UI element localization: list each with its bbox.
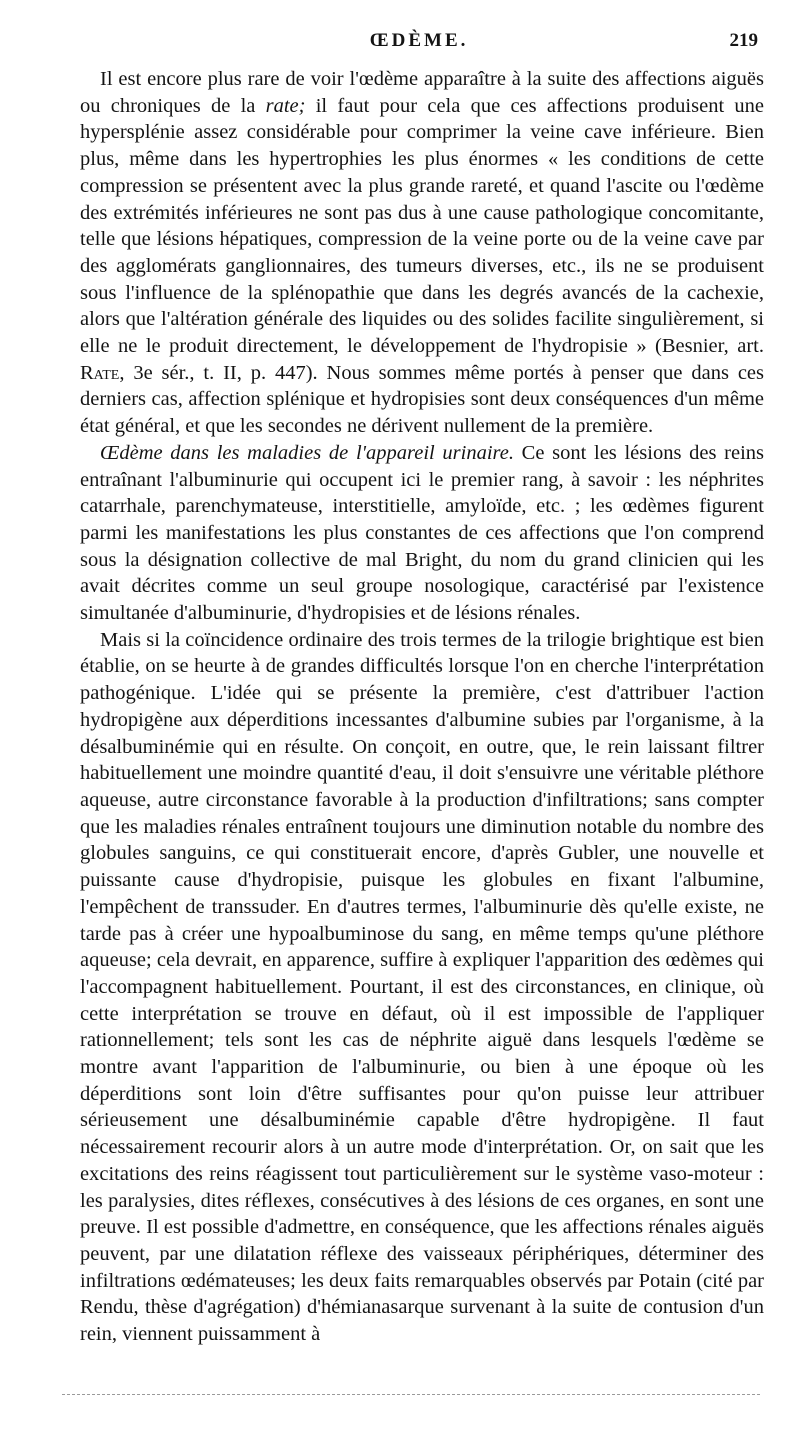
section-heading: Œdème dans les maladies de l'appareil urinaire. <box>100 441 514 464</box>
footer-dashed-rule <box>62 1394 760 1395</box>
running-title: ŒDÈME. <box>369 30 469 51</box>
paragraph-text: Mais si la coïncidence ordinaire des trois termes de la trilogie brightique est bien établie, on se heurte à de grandes difficultés lorsque l'on en cherche l'interprétation pathogénique. L'idée qui se présente la première, c'est d'attribuer l'action hydropigène aux déperditions incessantes d'albumine subies par l'organisme, à la désalbuminémie qui en résulte. On conçoit, en outre, que, le rein laissant filtrer habituellement une moindre quantité d'eau, il doit s'ensuivre une véritable pléthore aqueuse, autre circonstance favorable à la production d'infiltrations; sans compter que les maladies rénales entraînent toujours une diminution notable du nombre des globules sanguins, ce qui constituerait encore, d'après Gubler, une nouvelle et puissante cause d'hydropisie, puisque les globules en fixant l'albumine, l'empêchent de transsuder. En d'autres termes, l'albuminurie dès qu'elle existe, ne tarde pas à créer une hypoalbuminose du sang, en même temps qu'une pléthore aqueuse; cela devrait, en apparence, suffire à expliquer l'apparition des œdèmes qui l'accompagnent habituellement. Pourtant, il est des circonstances, en clinique, où cette interprétation se trouve en défaut, où il est impossible de l'appliquer rationnellement; tels sont les cas de néphrite aiguë dans lesquels l'œdème se montre avant l'apparition de l'albuminurie, ou bien à une époque où les déperditions sont loin d'être suffisantes pour qu'on puisse leur attribuer sérieusement une désalbuminémie capable d'être hydropigène. Il faut nécessairement recourir alors à un autre mode d'interprétation. Or, on sait que les excitations des reins réagissent tout particulièrement sur le système vaso-moteur : les paralysies, dites réflexes, consécutives à des lésions de ces organes, en sont une preuve. Il est possible d'admettre, en conséquence, que les affections rénales aiguës peuvent, par une dilatation réflexe des vaisseaux périphériques, déterminer des infiltrations œdémateuses; les deux faits remarquables observés par Potain (cité par Rendu, thèse d'agrégation) d'hémianasarque survenant à la suite de contusion d'un rein, viennent puissamment à <box>80 628 764 1346</box>
page-number: 219 <box>729 30 758 51</box>
body-text <box>80 66 764 1348</box>
paragraph-trilogie <box>80 627 764 1348</box>
paragraph-rate <box>80 66 764 440</box>
paragraph-text: Il est encore plus rare de voir l'œdème apparaître à la suite des affections aiguës ou chroniques de la <box>80 68 764 117</box>
emphasis-rate: rate; <box>265 94 306 117</box>
paragraph-text: , 3e sér., t. II, p. 447). Nous sommes même portés à penser que dans ces derniers cas, affection splénique et hydropisies sont deux conséquences d'un même état général, et que les secondes ne dérivent nullement de la première. <box>80 361 764 438</box>
smallcaps-rate: Rate <box>80 361 120 384</box>
paragraph-urinaire <box>80 440 764 627</box>
paragraph-text: Ce sont les lésions des reins entraînant l'albuminurie qui occupent ici le premier rang, à savoir : les néphrites catarrhale, parenchymateuse, interstitielle, amyloïde, etc. ; les œdèmes figurent parmi les manifestations les plus constantes de ces affections que l'on comprend sous la désignation collective de mal Bright, du nom du grand clinicien qui les avait décrites comme un seul groupe nosologique, caractérisé par l'existence simultanée d'albuminurie, d'hydropisies et de lésions rénales. <box>80 441 764 625</box>
paragraph-text: il faut pour cela que ces affections produisent une hypersplénie assez considérable pour comprimer la veine cave inférieure. Bien plus, même dans les hypertrophies les plus énormes « les conditions de cette compression se présentent avec la plus grande rareté, et quand l'ascite ou l'œdème des extrémités inférieures ne sont pas dus à une cause pathologique concomitante, telle que lésions hépatiques, compression de la veine porte ou de la veine cave par des agglomérats ganglionnaires, des tumeurs diverses, etc., ils ne se produisent sous l'influence de la splénopathie que dans les degrés avancés de la cachexie, alors que l'altération générale des liquides ou des solides facilite singulièrement, si elle ne le produit directement, le développement de l'hydropisie » (Besnier, art. <box>80 94 764 358</box>
page-header <box>80 30 758 60</box>
